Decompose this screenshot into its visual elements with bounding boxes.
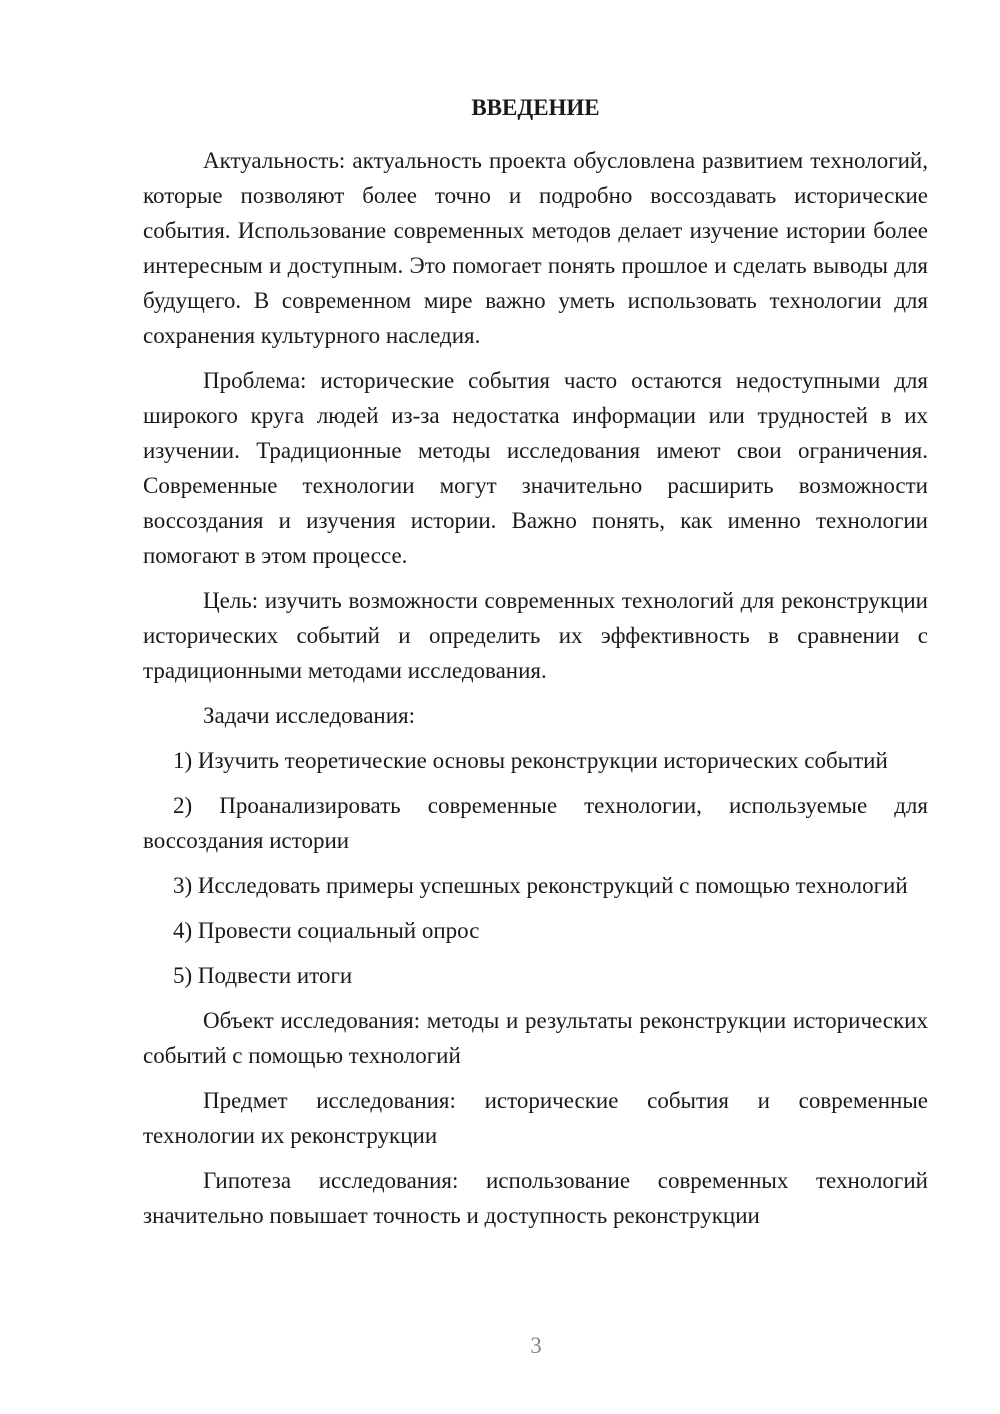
task-item: 4) Провести социальный опрос xyxy=(173,918,480,943)
tasks-heading: Задачи исследования: xyxy=(203,703,416,728)
document-page xyxy=(143,90,928,1243)
object-paragraph: Объект исследования: методы и результаты реконструкции исторических событий с помощью технологий xyxy=(143,1008,928,1068)
problem-paragraph: Проблема: исторические события часто остаются недоступными для широкого круга людей из-за недостатка информации или трудностей в их изучении. Традиционные методы исследования имеют свои ограничения. Современные технологии могут значительно расширить возможности воссоздания и изучения истории. Важно понять, как именно технологии помогают в этом процессе. xyxy=(143,368,928,568)
goal-paragraph: Цель: изучить возможности современных технологий для реконструкции исторических событий и определить их эффективность в сравнении с традиционными методами исследования. xyxy=(143,588,928,683)
section-heading: ВВЕДЕНИЕ xyxy=(471,95,600,120)
relevance-paragraph: Актуальность: актуальность проекта обусловлена развитием технологий, которые позволяют более точно и подробно воссоздавать исторические события. Использование современных методов делает изучение истории более интересным и доступным. Это помогает понять прошлое и сделать выводы для будущего. В современном мире важно уметь использовать технологии для сохранения культурного наследия. xyxy=(143,148,928,348)
subject-paragraph: Предмет исследования: исторические события и современные технологии их реконструкции xyxy=(143,1088,928,1148)
task-item: 1) Изучить теоретические основы реконструкции исторических событий xyxy=(173,748,888,773)
task-item: 5) Подвести итоги xyxy=(173,963,353,988)
page-number: 3 xyxy=(530,1333,542,1358)
hypothesis-paragraph: Гипотеза исследования: использование современных технологий значительно повышает точность и доступность реконструкции xyxy=(143,1168,928,1228)
task-item: 2) Проанализировать современные технологии, используемые для воссоздания истории xyxy=(143,793,928,853)
task-item: 3) Исследовать примеры успешных реконструкций с помощью технологий xyxy=(173,873,908,898)
